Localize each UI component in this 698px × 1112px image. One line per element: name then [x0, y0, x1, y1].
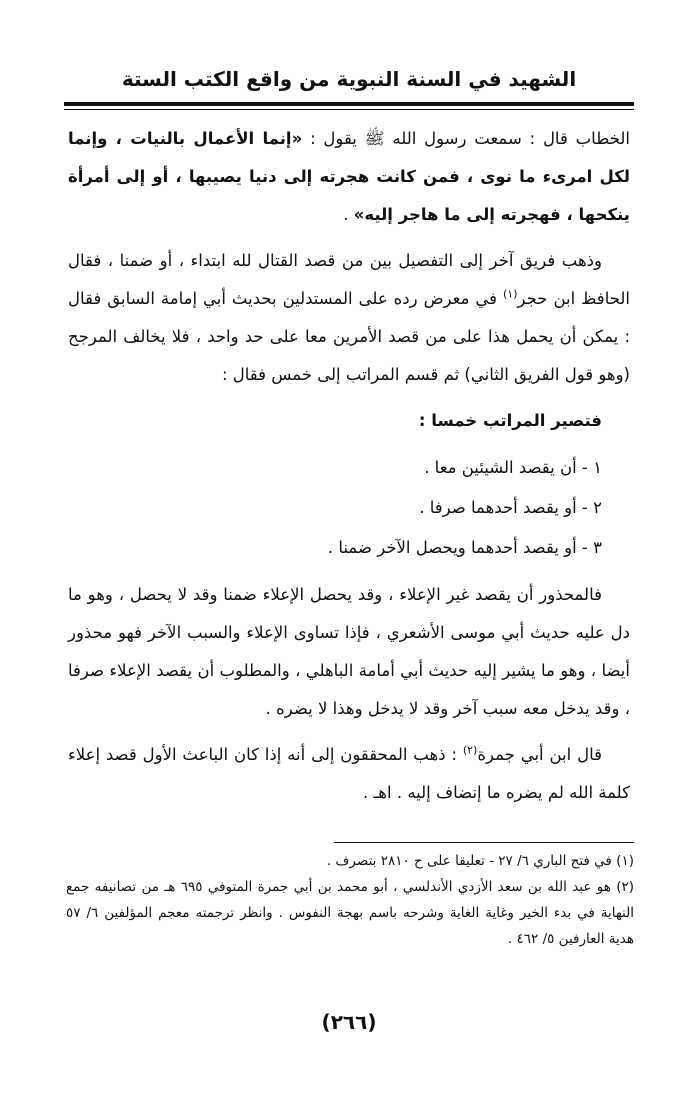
paragraph-text-a: وذهب فريق آخر إلى التفصيل بين من قصد القتال لله ابتداء ، أو ضمنا ، فقال الحافظ ابن حجر — [68, 251, 630, 308]
paragraph-ibn-abi-jamra — [68, 736, 630, 812]
paragraph-text-b: في معرض رده على المستدلين بحديث أبي إمامة السابق فقال : يمكن أن يحمل هذا على من قصد الأمرين معا على حد واحد ، فلا يخالف المرجح (وهو قول الفريق الثاني) ثم قسم المراتب إلى خمس فقال : — [68, 289, 630, 384]
paragraph-end: . — [343, 205, 354, 224]
paragraph-mahdhur: فالمحذور أن يقصد غير الإعلاء ، وقد يحصل الإعلاء ضمنا وقد لا يحصل ، وهو ما دل عليه حديث أبي موسى الأشعري ، فإذا تساوى الإعلاء والسبب الآخر فهو محذور أيضا ، وهو ما يشير إليه حديث أبي أمامة الباهلي ، والمطلوب أن يقصد الإعلاء صرفا ، وقد يدخل معه سبب آخر وقد لا يدخل وهذا لا يضره . — [68, 585, 630, 718]
footnotes — [66, 848, 634, 952]
running-header — [64, 62, 634, 96]
header-title-rest: من واقع الكتب الستة — [121, 67, 330, 91]
footnote-ref-1[interactable]: (١) — [503, 287, 518, 301]
paragraph-ibn-hajar — [68, 242, 630, 394]
header-title-bold: الشهيد في السنة النبوية — [336, 67, 577, 91]
list-item: ٣ - أو يقصد أحدهما ويحصل الآخر ضمنا . — [327, 538, 602, 557]
page-number: (٢٦٦) — [321, 1010, 377, 1034]
list-item: ٢ - أو يقصد أحدهما صرفا . — [419, 498, 602, 517]
paragraph-lead: الخطاب قال : سمعت رسول الله ﷺ يقول : — [310, 129, 631, 148]
list-heading: فتصير المراتب خمسا : — [418, 411, 602, 430]
paragraph-hadith — [68, 120, 630, 234]
paragraph-text-b: : ذهب المحققون إلى أنه إذا كان الباعث الأول قصد إعلاء كلمة الله لم يضره ما إنضاف إليه . اهـ . — [68, 745, 630, 802]
footnote-ref-2[interactable]: (٢) — [462, 743, 478, 757]
footnote-2: (٢) هو عبد الله بن سعد الأزدي الأندلسي ، أبو محمد بن أبي جمرة المتوفي ٦٩٥ هـ من تصانيفه جمع النهاية في بدء الخير وغاية الغاية وشرحه باسم بهجة النفوس . وانظر ترجمته معجم المؤلفين ٦/ ٥٧ هدية العارفين ٥/ ٤٦٢ . — [66, 879, 635, 947]
header-rule-thin — [64, 109, 634, 110]
list-item: ١ - أن يقصد الشيئين معا . — [424, 458, 602, 477]
header-rule-thick — [64, 102, 634, 106]
footnote-separator — [334, 842, 634, 843]
paragraph-text-a: قال ابن أبي جمرة — [477, 745, 602, 764]
footnote-1: (١) في فتح الباري ٦/ ٢٧ - تعليقا على ح ٢٨١٠ بتصرف . — [326, 853, 634, 869]
hadith-quote: «إنما الأعمال بالنيات ، وإنما لكل امرىء ما نوى ، فمن كانت هجرته إلى دنيا يصيبها ، أو إلى أمرأة ينكحها ، فهجرته إلى ما هاجر إليه» — [68, 129, 630, 224]
main-text — [68, 120, 630, 820]
